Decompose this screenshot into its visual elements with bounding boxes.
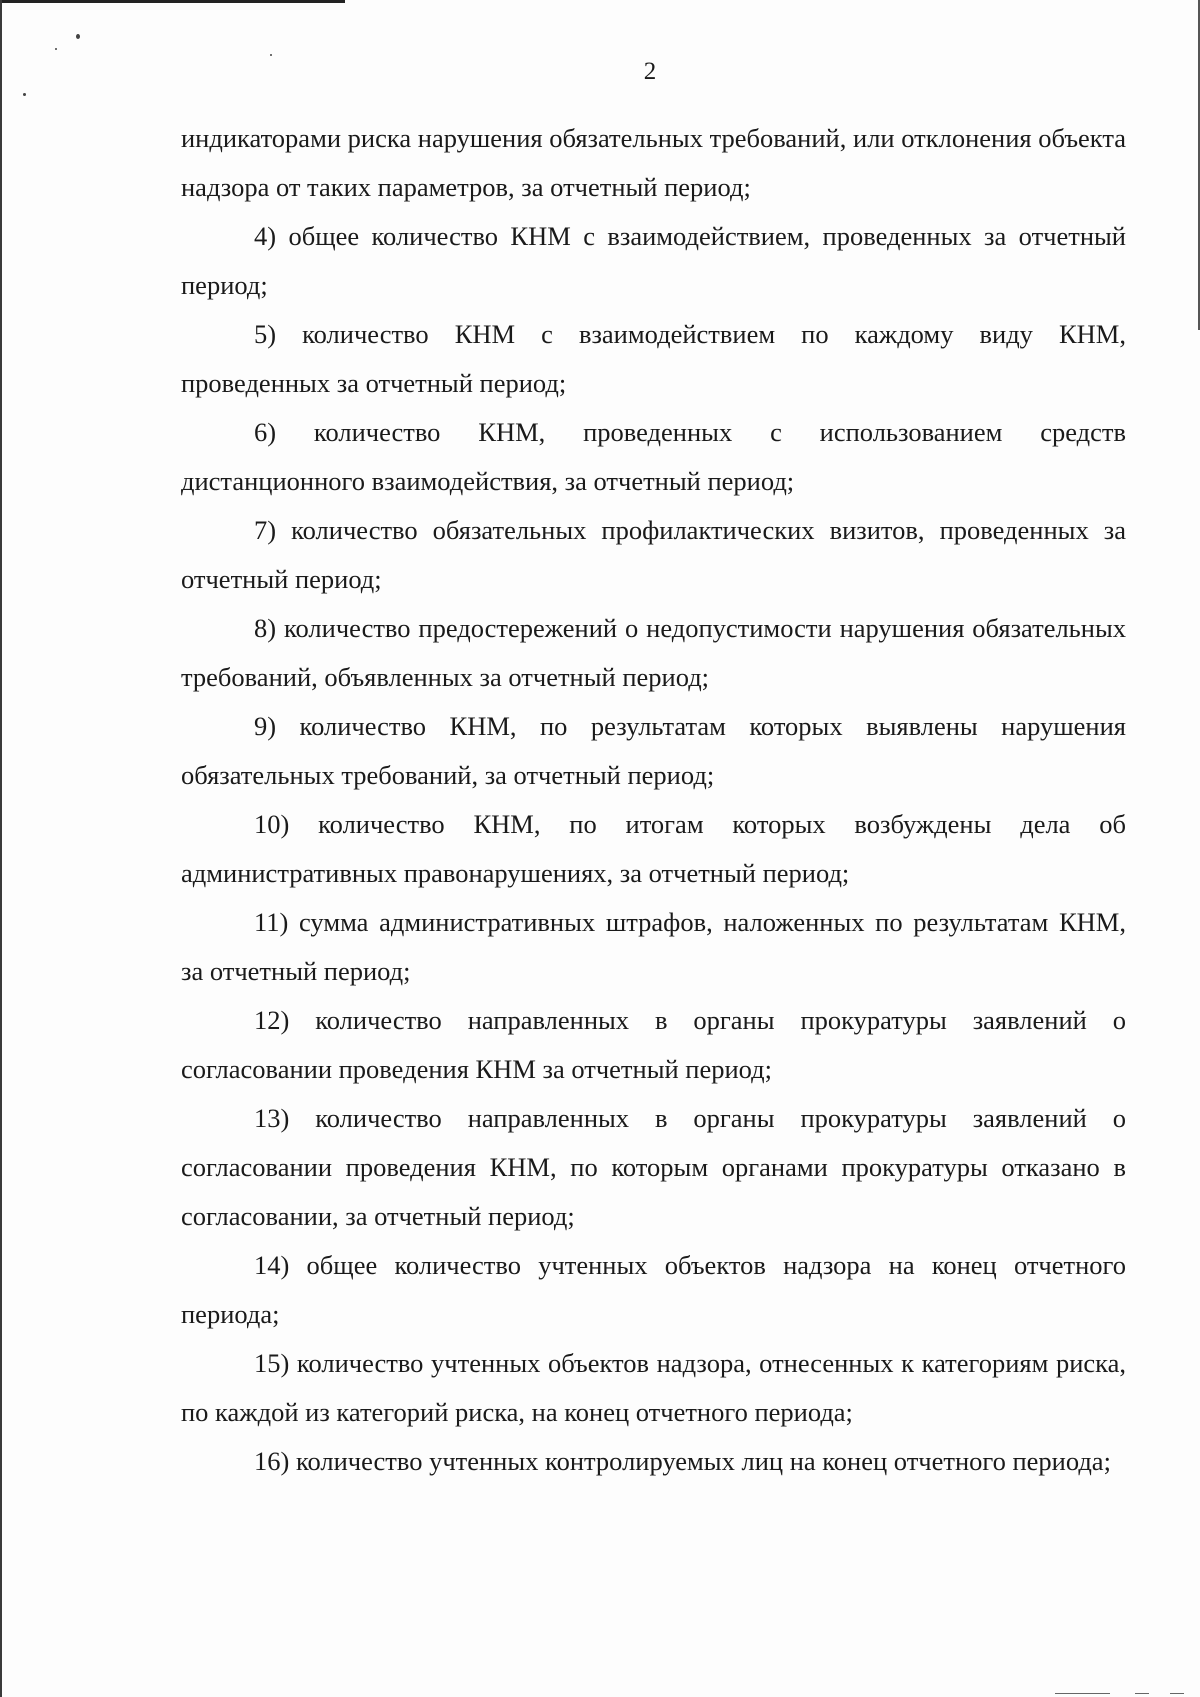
scan-speck [23, 93, 26, 96]
document-body [181, 114, 1126, 1486]
paragraph: 10) количество КНМ, по итогам которых возбуждены дела об административных правонарушениях, за отчетный период; [181, 809, 1126, 888]
scan-edge-left [0, 0, 2, 1697]
scan-edge-bottom [1170, 1693, 1184, 1694]
paragraph: 7) количество обязательных профилактических визитов, проведенных за отчетный период; [181, 515, 1126, 594]
paragraph: 13) количество направленных в органы прокуратуры заявлений о согласовании проведения КНМ, по которым органами прокуратуры отказано в согласовании, за отчетный период; [181, 1103, 1126, 1231]
scan-speck [270, 54, 272, 56]
paragraph: 9) количество КНМ, по результатам которых выявлены нарушения обязательных требований, за отчетный период; [181, 711, 1126, 790]
page-number: 2 [643, 58, 657, 85]
paragraph: 11) сумма административных штрафов, наложенных по результатам КНМ, за отчетный период; [181, 907, 1126, 986]
paragraph: 5) количество КНМ с взаимодействием по каждому виду КНМ, проведенных за отчетный период; [181, 319, 1126, 398]
scan-speck [55, 48, 57, 50]
paragraph: 14) общее количество учтенных объектов надзора на конец отчетного периода; [181, 1250, 1126, 1329]
scan-edge-bottom [1055, 1693, 1110, 1694]
paragraph: 16) количество учтенных контролируемых лиц на конец отчетного периода; [254, 1446, 1111, 1476]
paragraph: 4) общее количество КНМ с взаимодействием, проведенных за отчетный период; [181, 221, 1126, 300]
paragraph: индикаторами риска нарушения обязательных требований, или отклонения объекта надзора от таких параметров, за отчетный период; [181, 123, 1126, 202]
paragraph: 15) количество учтенных объектов надзора, отнесенных к категориям риска, по каждой из категорий риска, на конец отчетного периода; [181, 1348, 1126, 1427]
scan-edge-bottom [1135, 1693, 1149, 1694]
scan-speck [76, 34, 80, 39]
paragraph: 12) количество направленных в органы прокуратуры заявлений о согласовании проведения КНМ за отчетный период; [181, 1005, 1126, 1084]
scan-edge-top [0, 0, 345, 3]
paragraph: 8) количество предостережений о недопустимости нарушения обязательных требований, объявленных за отчетный период; [181, 613, 1126, 692]
paragraph: 6) количество КНМ, проведенных с использованием средств дистанционного взаимодействия, за отчетный период; [181, 417, 1126, 496]
